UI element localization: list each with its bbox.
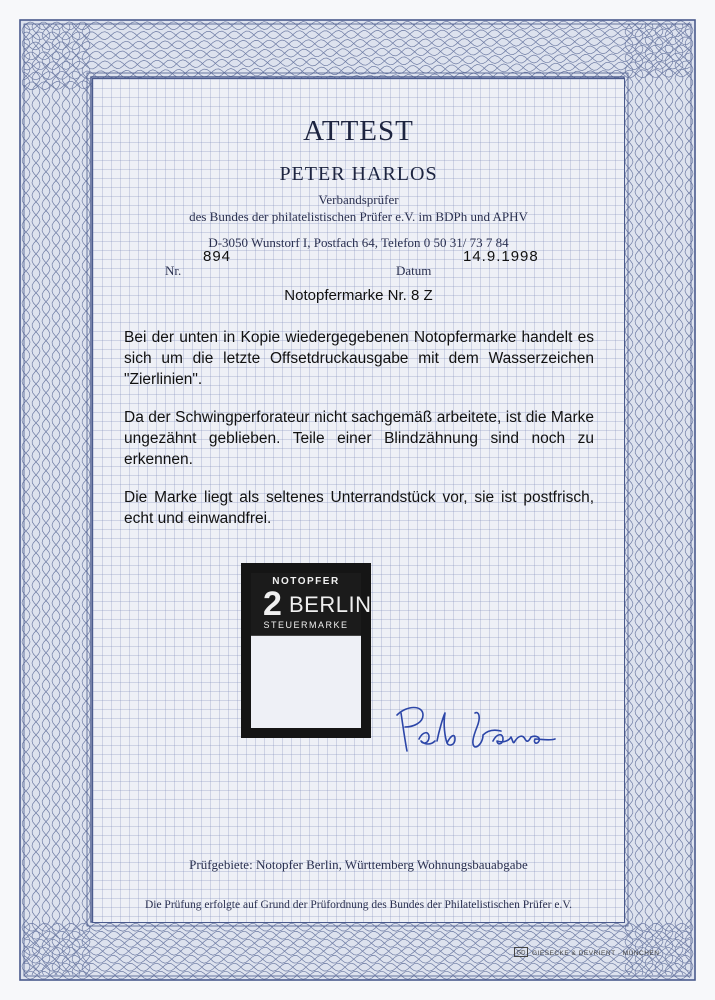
stamp-city: BERLIN bbox=[289, 592, 372, 617]
stamp-top-text: NOTOPFER bbox=[272, 576, 340, 587]
paragraph-condition: Die Marke liegt als seltenes Unterrandstück vor, sie ist postfrisch, echt und einwandfrei. bbox=[124, 489, 594, 527]
svg-text:GD: GD bbox=[516, 950, 526, 957]
stamp-bottom-text: STEUERMARKE bbox=[263, 620, 349, 630]
number-label: Nr. bbox=[165, 263, 182, 278]
subject-line: Notopfermarke Nr. 8 Z bbox=[284, 287, 433, 304]
stamp-value: 2 bbox=[263, 585, 282, 623]
examiner-title: Verbandsprüfer bbox=[318, 192, 399, 207]
certificate-number: 894 bbox=[203, 248, 232, 265]
paragraph-description: Bei der unten in Kopie wiedergegebenen Notopfermarke handelt es sich um die letzte Offsetdruckausgabe mit dem Wasserzeichen "Zierlinien". bbox=[124, 329, 594, 388]
examiner-association: des Bundes der philatelistischen Prüfer e.V. im BDPh und APHV bbox=[189, 209, 528, 224]
examiner-signature bbox=[393, 691, 593, 761]
printer-mark: GIESECKE & DEVRIENT · MÜNCHEN bbox=[532, 950, 660, 957]
certificate-body bbox=[92, 78, 625, 923]
certificate-title: ATTEST bbox=[303, 115, 414, 147]
certificate-date: 14.9.1998 bbox=[463, 248, 539, 265]
paragraph-perforation: Da der Schwingperforateur nicht sachgemäß arbeitete, ist die Marke ungezähnt geblieben. Teile einer Blindzähnung sind noch zu erkennen. bbox=[124, 409, 594, 468]
stamp-image bbox=[241, 563, 371, 738]
date-label: Datum bbox=[396, 263, 432, 278]
printer-logo-icon bbox=[514, 947, 528, 957]
examiner-name: PETER HARLOS bbox=[279, 163, 438, 185]
examination-fields: Prüfgebiete: Notopfer Berlin, Württemberg Wohnungsbauabgabe bbox=[189, 857, 528, 872]
stamp-design bbox=[251, 573, 372, 636]
examiner-address: D-3050 Wunstorf I, Postfach 64, Telefon 0 50 31/ 73 7 84 bbox=[208, 235, 509, 250]
footer-note: Die Prüfung erfolgte auf Grund der Prüfordnung des Bundes der Philatelistischen Prüfer e.V. bbox=[144, 899, 573, 911]
